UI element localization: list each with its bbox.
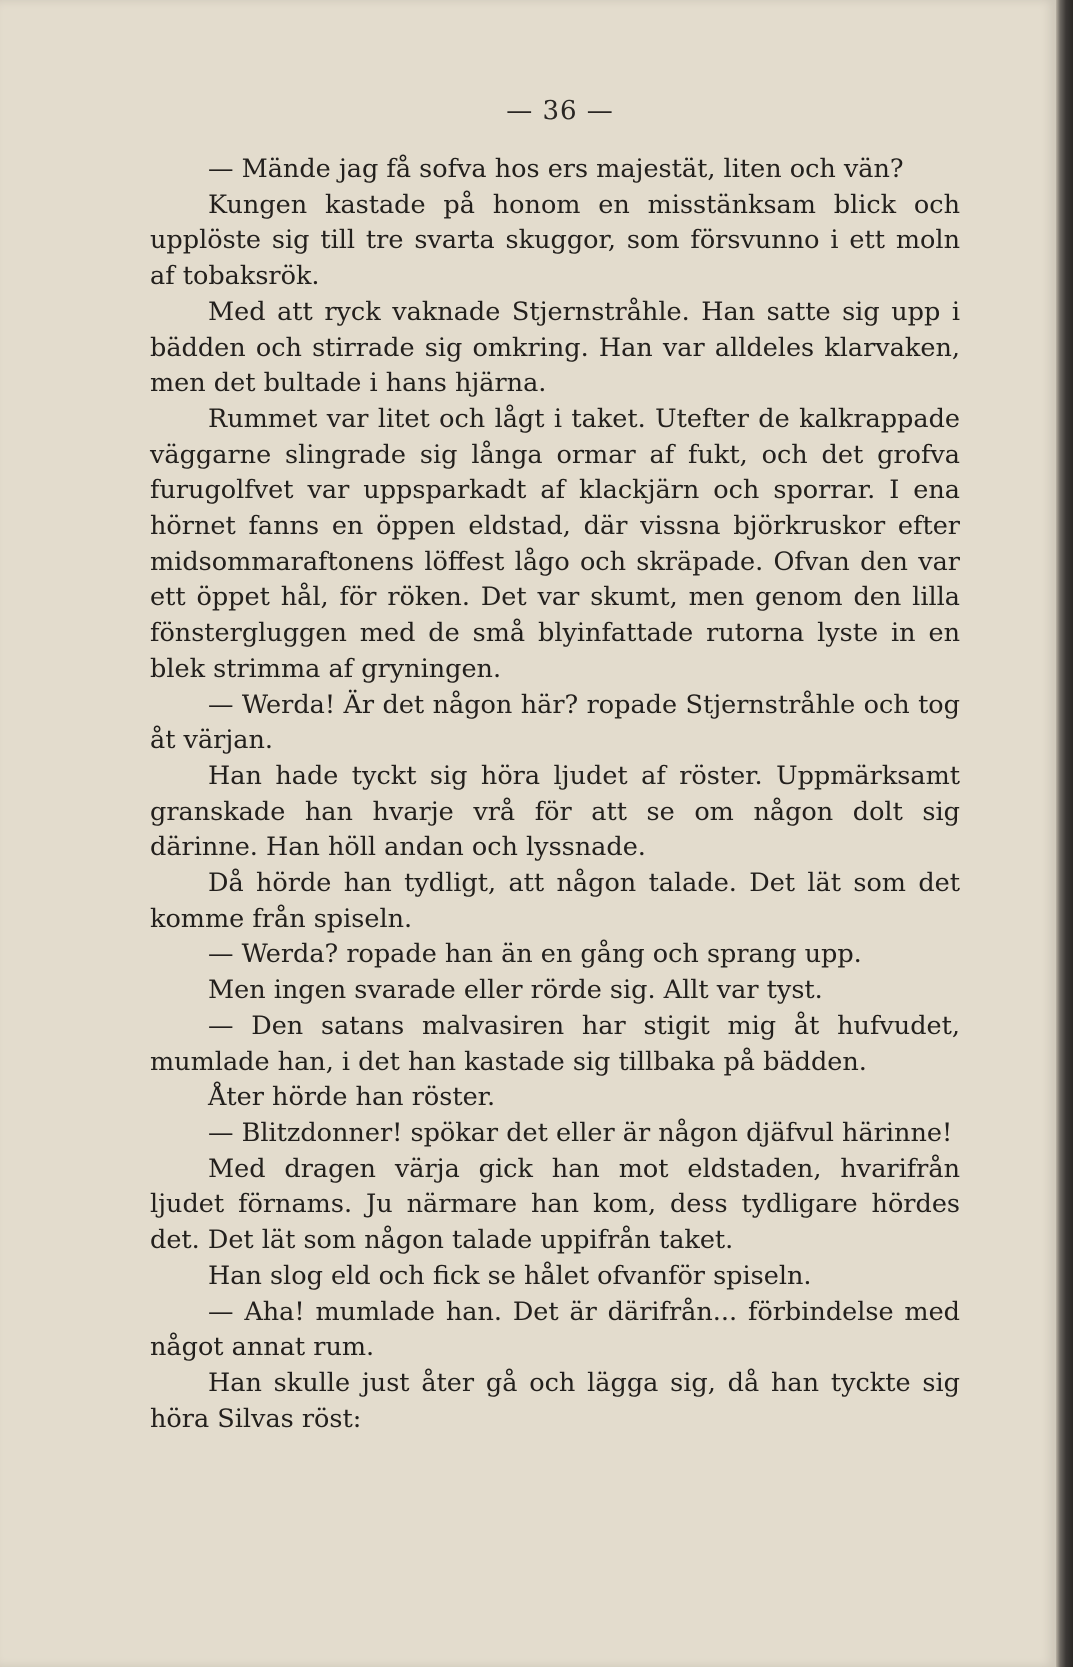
paragraph: Rummet var litet och lågt i taket. Utefter de kalkrappade väggarne slingrade sig långa ormar af fukt, och det grofva furugolfvet var uppsparkadt af klackjärn och sporrar. I ena hörnet fanns en öppen eldstad, där vissna björkruskor efter midsommaraftonens löffest lågo och skräpade. Ofvan den var ett öppet hål, för röken. Det var skumt, men genom den lilla fönstergluggen med de små blyinfattade rutorna lyste in en blek strimma af gryningen. bbox=[150, 403, 960, 684]
paragraph: Åter hörde han röster. bbox=[208, 1082, 496, 1113]
paragraph: — Werda? ropade han än en gång och sprang upp. bbox=[208, 939, 862, 970]
paragraph: — Blitzdonner! spökar det eller är någon djäfvul härinne! bbox=[208, 1117, 953, 1148]
paragraph: Kungen kastade på honom en misstänksam blick och upplöste sig till tre svarta skuggor, som försvunno i ett moln af tobaksrök. bbox=[150, 189, 960, 292]
paragraph: Han skulle just åter gå och lägga sig, då han tyckte sig höra Silvas röst: bbox=[150, 1367, 960, 1434]
page-number: — 36 — bbox=[506, 96, 614, 126]
paragraph: Han hade tyckt sig höra ljudet af röster. Uppmärksamt granskade han hvarje vrå för att se om någon dolt sig därinne. Han höll andan och lyssnade. bbox=[150, 760, 960, 863]
page-edge-shadow bbox=[1056, 0, 1073, 1667]
paragraph: Han slog eld och fick se hålet ofvanför spiseln. bbox=[208, 1260, 812, 1291]
paragraph: — Den satans malvasiren har stigit mig åt hufvudet, mumlade han, i det han kastade sig tillbaka på bädden. bbox=[150, 1010, 960, 1077]
body-text bbox=[150, 152, 960, 1437]
paragraph: — Aha! mumlade han. Det är därifrån... förbindelse med något annat rum. bbox=[150, 1296, 960, 1363]
paragraph: — Werda! Är det någon här? ropade Stjernstråhle och tog åt värjan. bbox=[150, 689, 960, 756]
paragraph: — Mände jag få sofva hos ers majestät, liten och vän? bbox=[208, 154, 904, 184]
paragraph: Men ingen svarade eller rörde sig. Allt var tyst. bbox=[208, 975, 823, 1006]
paragraph: Då hörde han tydligt, att någon talade. Det lät som det komme från spiseln. bbox=[150, 868, 960, 934]
paragraph: Med att ryck vaknade Stjernstråhle. Han satte sig upp i bädden och stirrade sig omkring. Han var alldeles klarvaken, men det bultade i hans hjärna. bbox=[150, 296, 960, 399]
paragraph: Med dragen värja gick han mot eldstaden, hvarifrån ljudet förnams. Ju närmare han kom, dess tydligare hördes det. Det lät som någon talade uppifrån taket. bbox=[150, 1153, 960, 1256]
